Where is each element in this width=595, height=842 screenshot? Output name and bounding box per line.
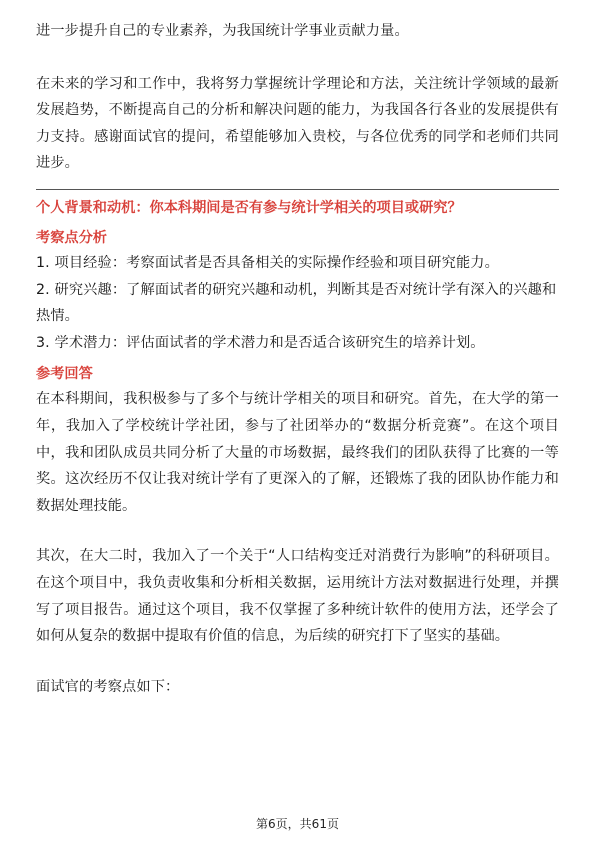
answer-paragraph: 面试官的考察点如下： [36,678,180,695]
analysis-point: 3. 学术潜力：评估面试者的学术潜力和是否适合该研究生的培养计划。 [36,334,485,351]
spacer [36,519,559,543]
answer-paragraph: 在本科期间，我积极参与了多个与统计学相关的项目和研究。首先，在大学的第一年，我加入了学校统计学社团，参与了社团举办的“数据分析竞赛”。在这个项目中，我和团队成员共同分析了大量的市场数据，最终我们的团队获得了比赛的一等奖。这次经历不仅让我对统计学有了更深入的了解，还锻炼了我的团队协作能力和数据处理技能。 [36,391,559,514]
question-title: 个人背景和动机：你本科期间是否有参与统计学相关的项目或研究？ [36,199,462,216]
page-number-footer: 第6页，共61页 [256,817,339,831]
analysis-heading: 考察点分析 [36,229,107,246]
spacer [36,650,559,674]
analysis-points-list [36,250,559,356]
page-content [36,18,559,700]
spacer [36,45,559,71]
analysis-point: 1. 项目经验：考察面试者是否具备相关的实际操作经验和项目研究能力。 [36,254,499,271]
answer-heading: 参考回答 [36,366,93,383]
closing-sentence: 进一步提升自己的专业素养，为我国统计学事业贡献力量。 [36,23,409,39]
conclusion-paragraph: 在未来的学习和工作中，我将努力掌握统计学理论和方法，关注统计学领域的最新发展趋势，不断提高自己的分析和解决问题的能力，为我国各行各业的发展提供有力支持。感谢面试官的提问，希望能够加入贵校，与各位优秀的同学和老师们共同进步。 [36,75,559,172]
section-divider [36,189,559,190]
analysis-point: 2. 研究兴趣：了解面试者的研究兴趣和动机，判断其是否对统计学有深入的兴趣和热情。 [36,281,557,325]
answer-paragraph: 其次，在大二时，我加入了一个关于“人口结构变迁对消费行为影响”的科研项目。在这个项目中，我负责收集和分析相关数据，运用统计方法对数据进行处理，并撰写了项目报告。通过这个项目，我不仅掌握了多种统计软件的使用方法，还学会了如何从复杂的数据中提取有价值的信息，为后续的研究打下了坚实的基础。 [36,548,559,645]
